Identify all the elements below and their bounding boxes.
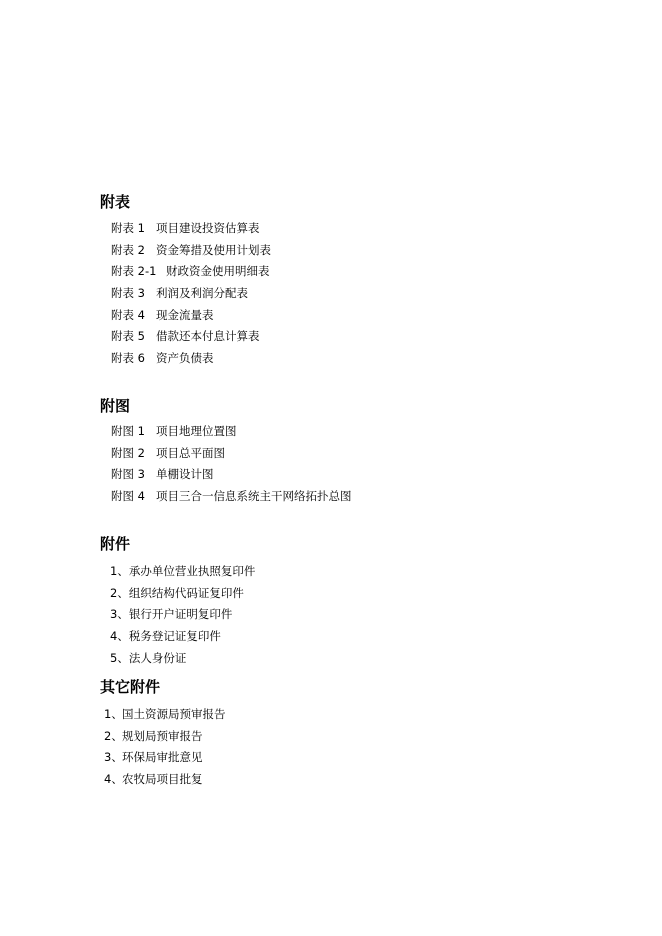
item-title: 法人身份证 [128,650,187,665]
list-item [111,464,352,486]
item-number: 3、 [104,750,123,765]
item-number: 附表 6 [111,351,145,366]
item-title: 农牧局项目批复 [122,772,203,787]
item-title: 利润及利润分配表 [156,286,248,301]
item-title: 单棚设计图 [156,467,214,482]
section-heading-tables: 附表 [100,193,131,211]
list-item [104,704,226,726]
item-title: 现金流量表 [156,307,214,322]
item-title: 项目总平面图 [156,445,225,460]
list-item [111,283,271,305]
list-item [111,486,352,508]
list-item [110,626,255,648]
section-heading-other-attachments: 其它附件 [100,678,161,696]
section-heading-attachments: 附件 [100,535,131,553]
item-title: 项目地理位置图 [156,424,237,438]
other-attachments-list [104,704,226,791]
item-number: 5、 [110,650,129,665]
item-title: 项目建设投资估算表 [156,221,260,235]
list-item [104,769,226,791]
item-number: 4、 [104,772,123,787]
attachments-list [110,561,255,669]
item-number: 附表 2-1 [111,264,157,279]
item-title: 规划局预审报告 [122,728,203,743]
list-item [111,240,271,262]
list-item [111,326,271,348]
list-item [110,648,255,670]
list-item [104,726,226,748]
item-title: 项目三合一信息系统主干网络拓扑总图 [156,489,352,504]
item-number: 1、 [110,564,129,578]
item-title: 承办单位营业执照复印件 [128,564,256,578]
item-number: 3、 [110,607,129,622]
list-item [111,443,352,465]
item-number: 附表 4 [111,307,145,322]
list-item [111,348,271,370]
item-title: 国土资源局预审报告 [122,707,226,721]
item-number: 附表 5 [111,329,145,344]
item-number: 附表 2 [111,242,145,257]
list-item [111,305,271,327]
item-title: 资产负债表 [156,351,214,366]
list-item [110,604,255,626]
section-heading-figures: 附图 [100,397,131,415]
list-item [110,583,255,605]
item-number: 附表 3 [111,286,145,301]
item-number: 2、 [104,728,123,743]
item-title: 税务登记证复印件 [128,629,221,644]
list-item [111,261,271,283]
item-title: 环保局审批意见 [122,750,203,765]
item-number: 附图 1 [111,424,145,438]
item-number: 2、 [110,585,129,600]
item-number: 附图 3 [111,467,145,482]
item-number: 附图 4 [111,489,145,504]
list-item [110,561,255,583]
item-number: 附图 2 [111,445,145,460]
list-item [111,421,352,443]
item-title: 借款还本付息计算表 [156,329,260,344]
tables-list [111,218,271,370]
item-number: 附表 1 [111,221,145,235]
figures-list [111,421,352,508]
list-item [104,747,226,769]
list-item [111,218,271,240]
item-number: 4、 [110,629,129,644]
item-title: 组织结构代码证复印件 [128,585,244,600]
item-number: 1、 [104,707,123,721]
item-title: 财政资金使用明细表 [166,264,270,279]
item-title: 资金筹措及使用计划表 [156,242,271,257]
item-title: 银行开户证明复印件 [128,607,233,622]
